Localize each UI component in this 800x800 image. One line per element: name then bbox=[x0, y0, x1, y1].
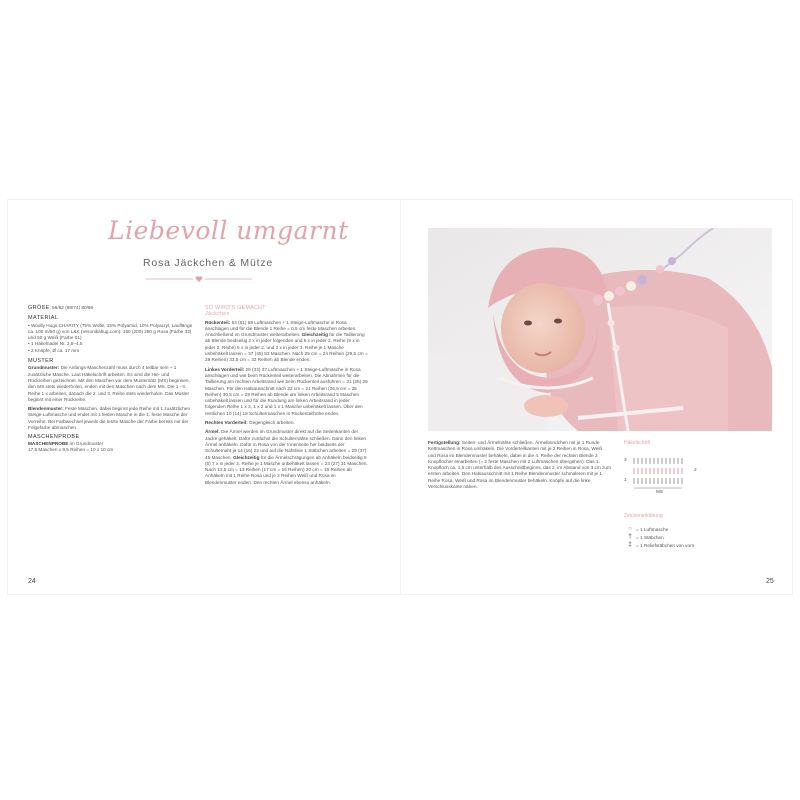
aermel-body: Die Ärmel werden im Grundmuster direkt auf die Seitenkanten der Jacke gehäkelt. Dafür zunächst die Schulternähte schließen. Dann den linken Ärmel anhäkeln. Dafür in Rosa von der Innenseite her beidseits der Schulternaht je 14 (16) 22 und auf die Nahtlinie 1 Stäbchen arbeiten = 29 (37) 45 Maschen. bbox=[205, 429, 367, 460]
size-line: GRÖßE: 56/62 (68/74) 80/86 bbox=[28, 305, 94, 311]
page-number-right: 25 bbox=[766, 578, 774, 585]
book-gutter bbox=[400, 200, 401, 594]
right-column bbox=[428, 440, 611, 493]
linkes-vorderteil-text bbox=[205, 367, 368, 417]
maschenprobe-label: MASCHENPROBE bbox=[28, 434, 80, 441]
row-number-1: 1 bbox=[624, 477, 627, 482]
maschenprobe-text: 17,5 Maschen x 9,5 Reihen = 10 x 10 cm bbox=[28, 446, 114, 452]
size-label: GRÖßE bbox=[28, 305, 50, 311]
fertigstellung-text bbox=[428, 440, 611, 490]
crochet-chart bbox=[624, 452, 724, 502]
heart-divider-icon bbox=[144, 275, 254, 283]
baby-photo-illustration bbox=[428, 228, 772, 431]
aermel-label: Ärmel: bbox=[205, 429, 220, 435]
material-heading: MATERIAL bbox=[28, 315, 59, 322]
page-subtitle: Rosa Jäckchen & Mütze bbox=[143, 257, 274, 269]
row-number-2: 2 bbox=[694, 467, 697, 472]
legend-item bbox=[624, 525, 764, 533]
legend-item bbox=[624, 541, 764, 549]
blendenmuster-text bbox=[28, 406, 194, 431]
aermel-bold: Gleichzeitig bbox=[231, 454, 260, 460]
maschenprobe-suffix: im Grundmuster bbox=[68, 440, 104, 446]
baby-photo bbox=[428, 228, 772, 431]
legend-item-text: = 1 Luftmasche bbox=[636, 526, 669, 532]
symbol-legend bbox=[624, 513, 764, 549]
instructions-subheading: Jäckchen bbox=[205, 311, 230, 318]
fertigstellung-label: Fertigstellung: bbox=[428, 440, 461, 445]
chain-stitch-icon: ○ bbox=[628, 526, 632, 532]
double-crochet-icon: † bbox=[628, 534, 632, 540]
material-item: • 1 Häkelnadel Nr. 3,5–4,5 bbox=[28, 341, 83, 347]
legend-item-text: = 1 Reliefstäbchen von vorn bbox=[636, 542, 695, 548]
grundmuster-label: Grundmuster: bbox=[28, 365, 60, 371]
maschenprobe-bold: MASCHENPROBE bbox=[28, 440, 69, 446]
front-post-stitch-icon: ‡ bbox=[628, 542, 632, 548]
legend-item-text: = 1 Stäbchen bbox=[636, 534, 664, 540]
crochet-chart-heading: Häkelschrift bbox=[624, 440, 651, 446]
linkes-vorderteil-body: 29 (33) 37 Luftmaschen + 1 Steige-Luftmasche in Rosa anschlagen und wie beim Rückenteil weiterarbeiten. Die Abnahmen für die Taillierung am rechten Arbeitsrand wie beim Rückenteil ausführen = 21 (25) 29 Maschen. Für den Halsausschnitt nach 22 cm = 21 Reihen (26,5 cm = 25 Reihen) 30,5 cm = 29 Reihen ab Blende am linken Arbeitsrand 5 Maschen unbehäkelt lassen und für die Rundung am linken Arbeitsrand in jeder folgenden Reihe 1 x 3, 1 x 2 und 1 x 1 Masche unbehäkelt lassen. Über den restlichen 10 (14) 18 Schultermaschen in Rückenteilhöhe enden. bbox=[205, 366, 368, 416]
rueckenteil-body: 53 (61) 69 Luftmaschen + 1 Steige-Luftmasche in Rosa anschlagen und für die Blende 1 Reihe = 0,5 cm feste Maschen arbeiten. Anschließend im Grundmuster weiterarbeiten. bbox=[205, 319, 357, 338]
material-item: • Woolly Hugs CHARITY (75% Wolle, 15% Polyamid, 10% Polyacryl, Lauflänge ca. 100 m/50 g) von L&K (Veronikahug.com): 150 (200) 250 g Rosa (Farbe 33) und 50 g Weiß (Farbe 01) bbox=[28, 322, 193, 341]
instructions-heading: SO WIRD'S GEMACHT bbox=[205, 305, 266, 311]
fertigstellung-body: Seiten- und Ärmelnähte schließen. Ärmelbündchen mit je 1 Runde Kettmaschen in Rosa umhäkeln. Die Vorderteilkanten mit je 2 Reihen in Rosa, Weiß und Rosa im Blendenmuster behäkeln, dabei in die 4. Reihe der rechten Blende 2 Knopflöcher einarbeiten (= 2 feste Maschen mit 2 Luftmaschen übergehen). Das 1. Knopfloch ca. 1,5 cm unterhalb des Ausschnittbeginns, das 2. im Abstand von 3 cm zum ersten arbeiten. Den Halsausschnitt mit 1 Reihe Blendenmuster schmaleren mit je 1 Reihe Rosa, Weiß und Rosa im Blendenmuster behäkeln. Knöpfe auf die linke Verschlusskante nähen. bbox=[428, 440, 611, 490]
muster-heading: MUSTER bbox=[28, 358, 54, 365]
rueckenteil-label: Rückenteil: bbox=[205, 319, 231, 325]
legend-heading: Zeichenerklärung bbox=[624, 513, 663, 519]
row-number-3: 3 bbox=[624, 457, 627, 462]
crochet-chart-block bbox=[624, 440, 764, 502]
linkes-vorderteil-label: Linkes Vorderteil: bbox=[205, 366, 245, 372]
blendenmuster-body: Feste Maschen, dabei beginnt jede Reihe mit 1 zusätzlichen Steige-Luftmasche und endet mit 1 festen Masche in die 1. feste Masche der Vorreihe. Bei Farbwechsel jeweils die letzte Masche der Farbe bereits mit der Folgefarbe abmaschen. bbox=[28, 406, 191, 431]
aermel-body-2: für die Ärmelschrägungen ab Anhäkeln beidseitig 5 (5) 7 x in jeder 2. Reihe je 1 Masche unbehäkelt lassen = 23 (27) 31 Maschen. Nach 13,5 cm = 13 Reihen (17 cm = 16 Reihen) 20 cm = 19 Reihen ab Anhäkeln mit 1 Reihe Rosa und je 2 Reihen Weiß und Rosa im Blendenmuster enden. Den rechten Ärmel ebenso anhäkeln. bbox=[205, 454, 368, 485]
heart-divider bbox=[144, 275, 254, 283]
pattern-repeat-label: MS bbox=[656, 489, 664, 494]
rueckenteil-body-2: für die Taillierung ab Blende beidseitig 2 x in jeder folgenden und 6 x in jeder 2. Reihe (9 x in jeder 2. Reihe) 6 x in jeder 2. und 2 x in jeder 3. Reihe je 1 Masche unbehäkelt lassen = 37 (45) 53 Maschen. Nach 25 cm = 24 Reihen (29,5 cm = 28 Reihen) 33,5 cm = 32 Reihen ab Blende enden. bbox=[205, 332, 368, 363]
middle-column bbox=[205, 305, 368, 489]
rueckenteil-text bbox=[205, 320, 368, 364]
page-number-left: 24 bbox=[28, 578, 36, 585]
page-title: Liebevoll umgarnt bbox=[108, 216, 349, 245]
size-value: 56/62 (68/74) 80/86 bbox=[50, 305, 94, 310]
rechtes-vorderteil-label: Rechtes Vorderteil: bbox=[205, 420, 248, 426]
stitch-symbols bbox=[632, 456, 692, 490]
material-item: • 2 Knöpfe, Ø ca. 17 mm bbox=[28, 347, 80, 353]
grundmuster-text bbox=[28, 365, 194, 403]
rechtes-vorderteil-text bbox=[205, 420, 368, 426]
grundmuster-body: Die Anfangs-Maschenzahl muss durch 4 teilbar sein + 1 zusätzliche Masche. Laut Häkelschrift arbeiten. Es sind die Hin- und Rückreihen gezeichnet. Mit den Maschen vor dem Mustersatz (MS) beginnen, den MS stets wiederholen, enden mit den Maschen nach dem MS. Die 1.–3. Reihe 1 x arbeiten, danach die 2. und 3. Reihe stets wiederholen. Das Muster beginnt mit einer Rückreihe. bbox=[28, 365, 190, 402]
aermel-text bbox=[205, 429, 368, 486]
blendenmuster-label: Blendenmuster: bbox=[28, 406, 64, 412]
legend-item bbox=[624, 533, 764, 541]
rueckenteil-bold: Gleichzeitig bbox=[300, 332, 328, 338]
left-column bbox=[28, 305, 194, 453]
rechtes-vorderteil-body: Gegengleich arbeiten. bbox=[247, 420, 295, 426]
